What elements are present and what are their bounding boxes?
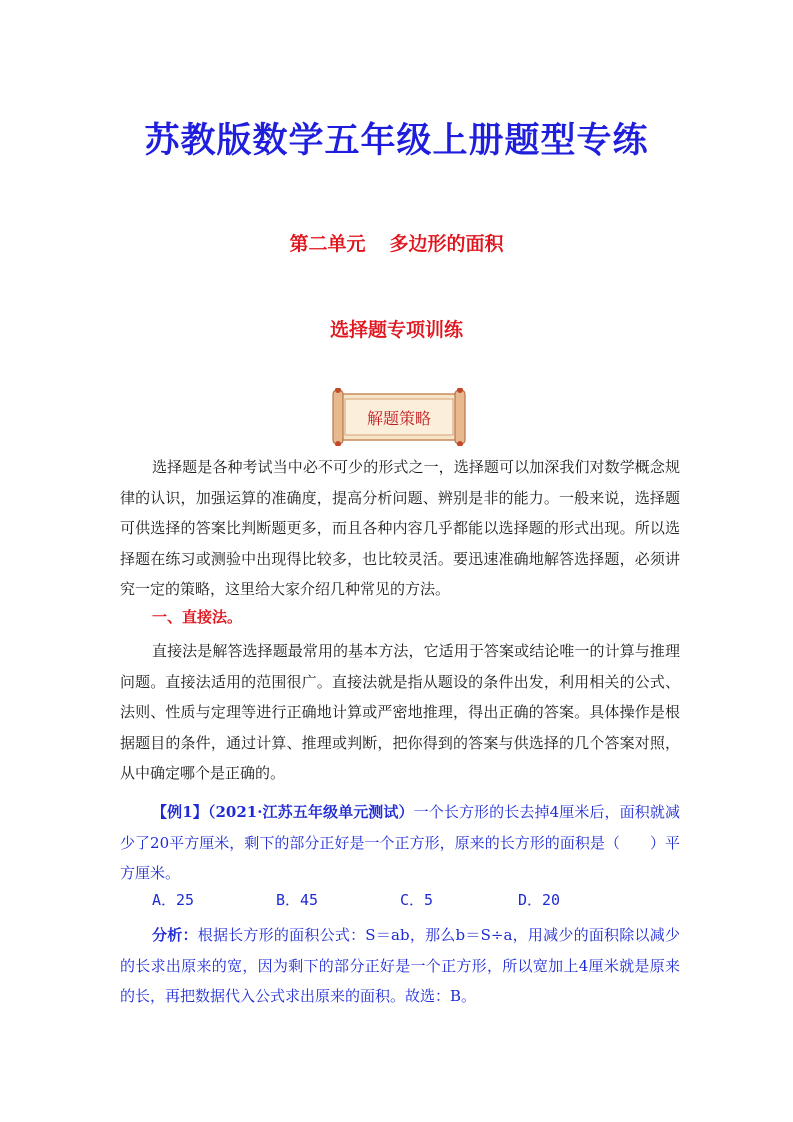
example-question	[120, 797, 680, 889]
option-a: A．25	[152, 891, 195, 909]
option-d: D．20	[518, 891, 561, 909]
unit-heading	[0, 229, 793, 256]
answer-options	[152, 889, 560, 910]
unit-name: 第二单元	[289, 233, 366, 255]
page-title: 苏教版数学五年级上册题型专练	[144, 121, 649, 161]
example-tag: 【例1】（2021·江苏五年级单元测试）	[152, 803, 414, 821]
option-b: B．45	[276, 891, 319, 909]
section-subtitle: 选择题专项训练	[329, 319, 463, 341]
strategy-banner	[331, 388, 467, 446]
analysis-block	[120, 920, 680, 1012]
unit-topic: 多边形的面积	[389, 233, 504, 255]
section-heading: 一、直接法。	[152, 608, 243, 626]
option-c: C．5	[400, 891, 434, 909]
example-text: 一个长方形的长去掉4厘米后，面积就减少了20平方厘米，剩下的部分正好是一个正方形，原来的长方形的面积是（ ）平方厘米。	[120, 803, 680, 882]
analysis-text: 根据长方形的面积公式：S＝ab，那么b＝S÷a，用减少的面积除以减少的长求出原来的宽，因为剩下的部分正好是一个正方形，所以宽加上4厘米就是原来的长，再把数据代入公式求出原来的面积。故选：B。	[120, 926, 680, 1005]
analysis-tag: 分析：	[152, 926, 198, 944]
intro-paragraph: 选择题是各种考试当中必不可少的形式之一，选择题可以加深我们对数学概念规律的认识，加强运算的准确度，提高分析问题、辨别是非的能力。一般来说，选择题可供选择的答案比判断题更多，而且各种内容几乎都能以选择题的形式出现。所以选择题在练习或测验中出现得比较多，也比较灵活。要迅速准确地解答选择题，必须讲究一定的策略，这里给大家介绍几种常见的方法。	[120, 458, 680, 598]
banner-label: 解题策略	[366, 409, 431, 428]
direct-method-paragraph: 直接法是解答选择题最常用的基本方法，它适用于答案或结论唯一的计算与推理问题。直接法适用的范围很广。直接法就是指从题设的条件出发，利用相关的公式、法则、性质与定理等进行正确地计算或严密地推理，得出正确的答案。具体操作是根据题目的条件，通过计算、推理或判断，把你得到的答案与供选择的几个答案对照，从中确定哪个是正确的。	[120, 642, 680, 782]
